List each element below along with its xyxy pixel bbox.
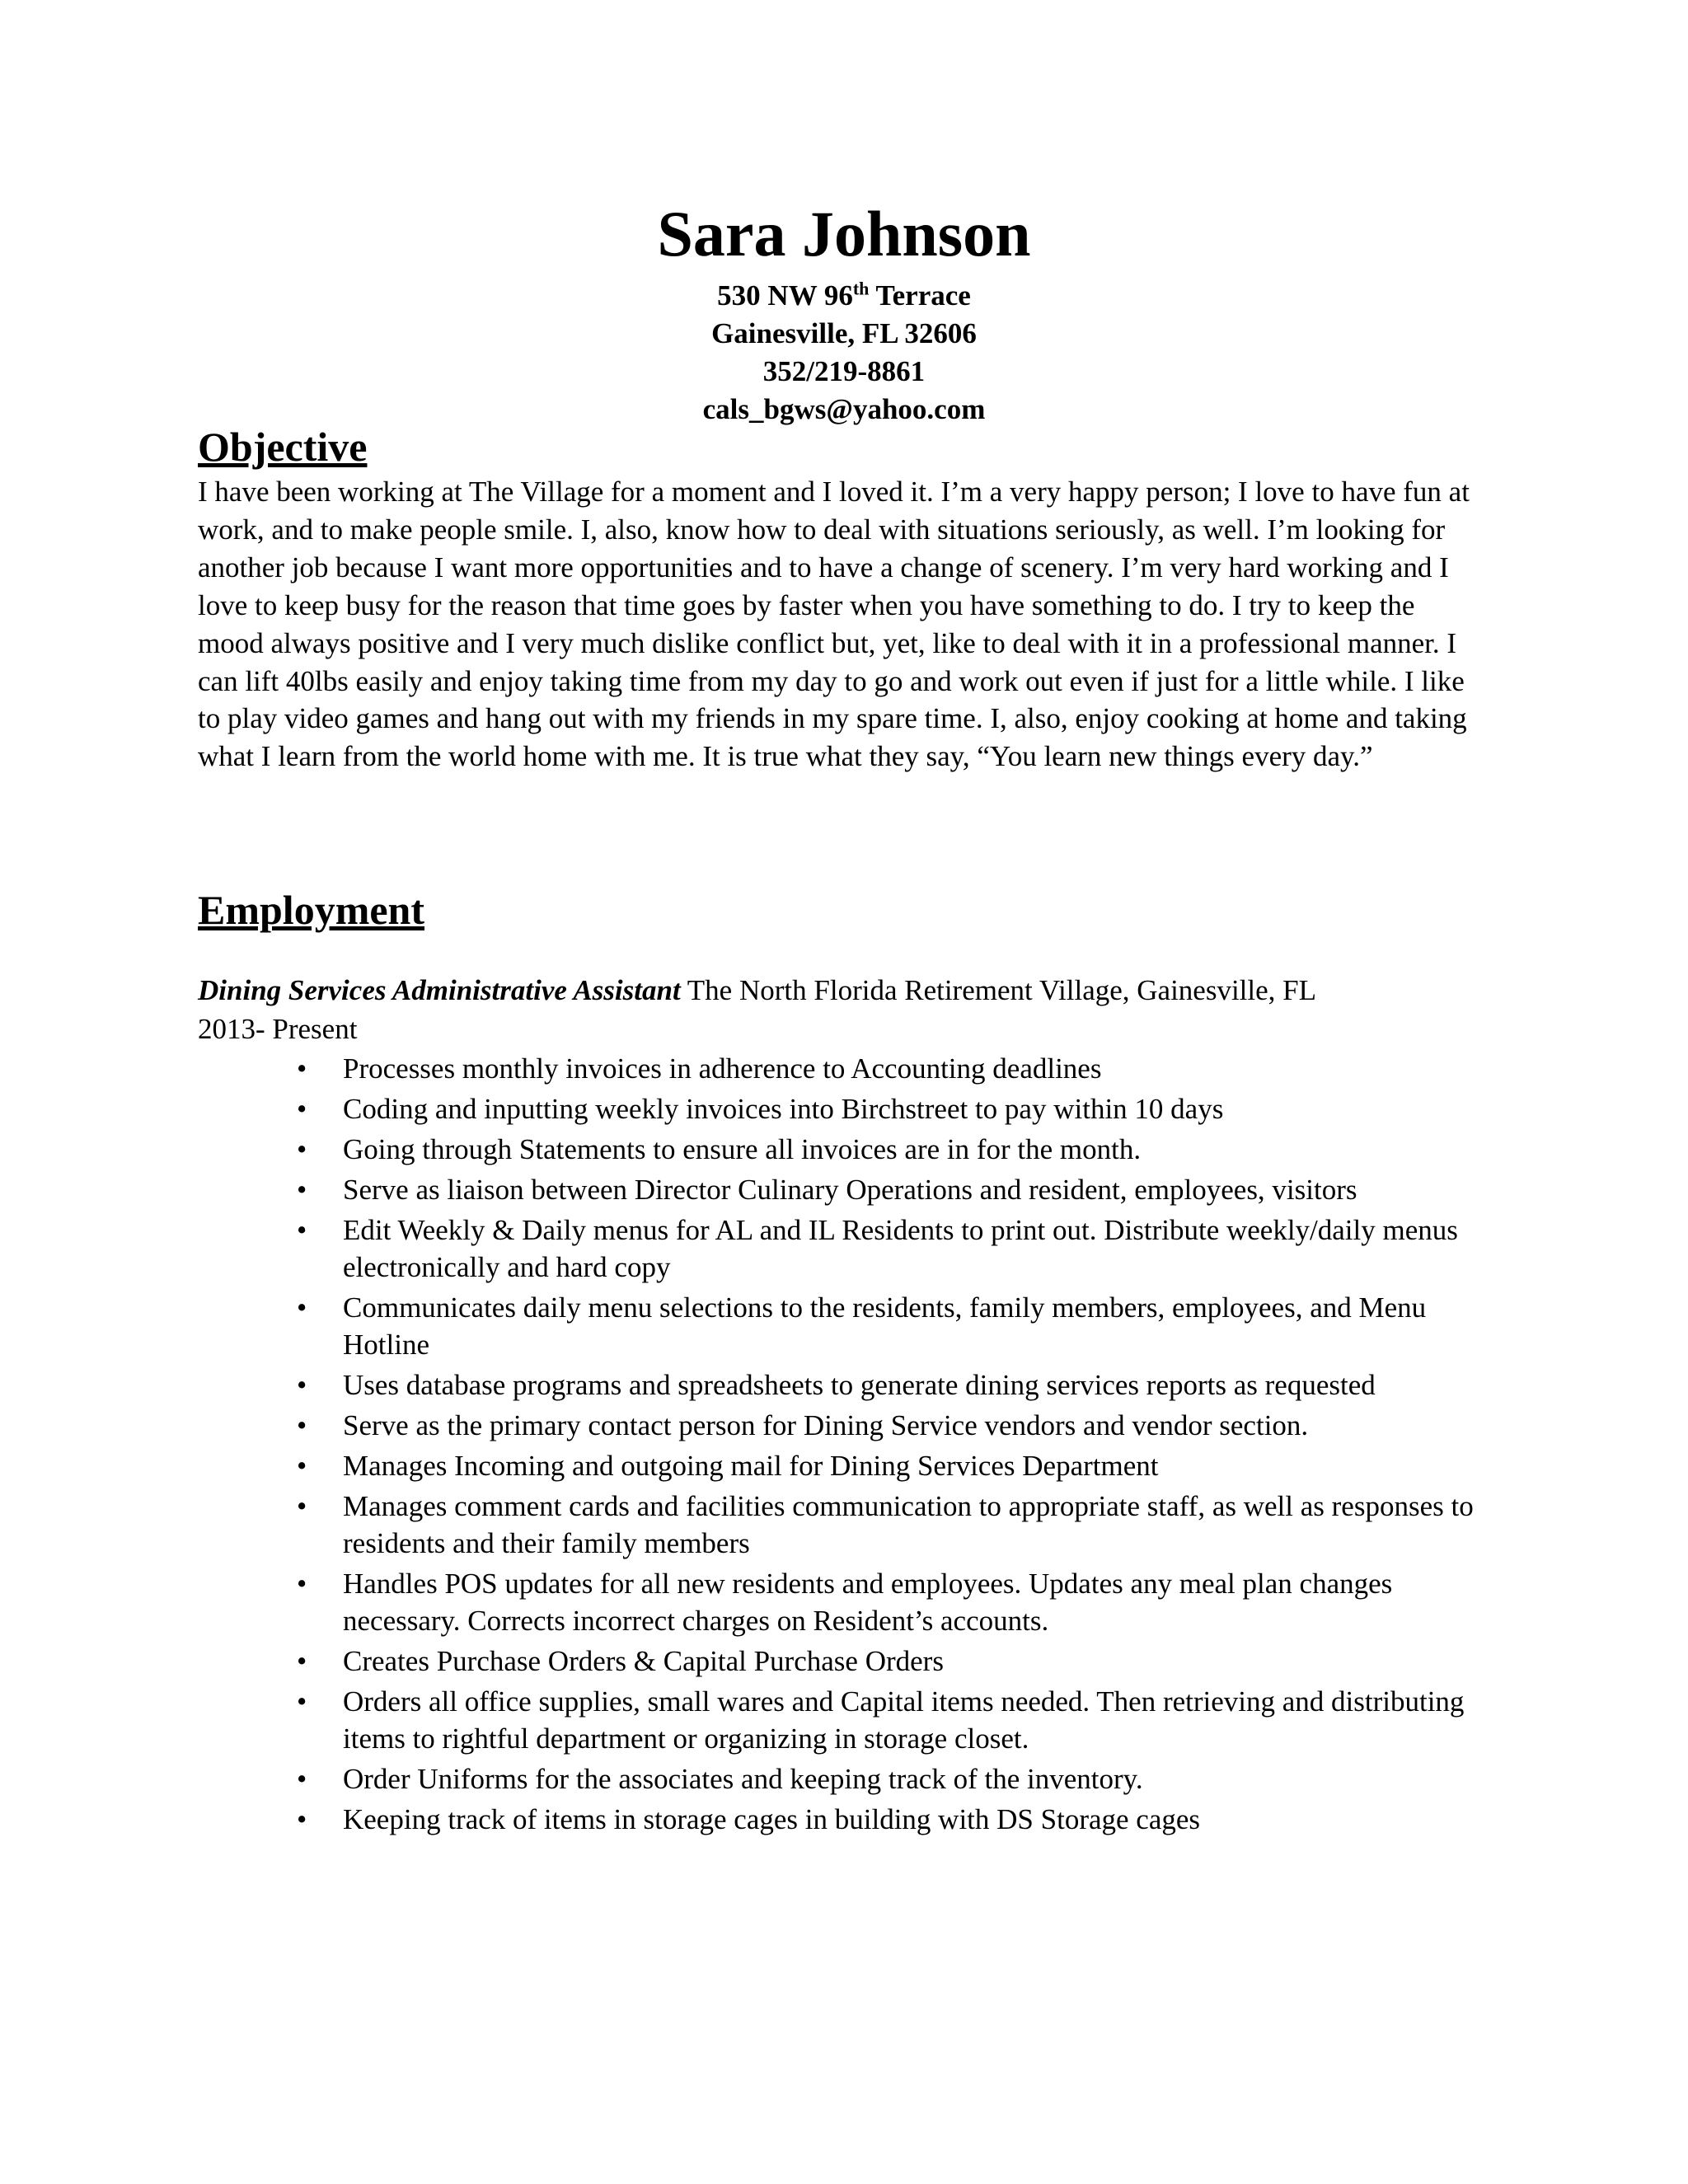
bullet-icon: •: [297, 1291, 307, 1324]
job-entry-header: [198, 971, 1484, 1048]
bullet-icon: •: [297, 1214, 307, 1246]
job-title: Dining Services Administrative Assistant: [198, 974, 681, 1006]
job-duty-text: Creates Purchase Orders & Capital Purchase Orders: [343, 1645, 944, 1677]
bullet-icon: •: [297, 1093, 307, 1125]
job-duty-text: Going through Statements to ensure all invoices are in for the month.: [343, 1133, 1142, 1165]
job-duty-text: Handles POS updates for all new residents and employees. Updates any meal plan changes necessary. Corrects incorrect charges on Resident’s accounts.: [343, 1568, 1393, 1637]
phone-number: 352/219-8861: [762, 355, 926, 387]
job-duty-item: [198, 1407, 1492, 1444]
bullet-icon: •: [297, 1409, 307, 1441]
job-duty-text: Keeping track of items in storage cages in building with DS Storage cages: [343, 1803, 1201, 1835]
address-street-number: 530 NW 96: [717, 279, 853, 312]
job-employer: The North Florida Retirement Village, Gainesville, FL: [680, 974, 1317, 1006]
job-duty-text: Orders all office supplies, small wares and Capital items needed. Then retrieving and distributing items to rightful department or organizing in storage closet.: [343, 1685, 1465, 1755]
bullet-icon: •: [297, 1763, 307, 1795]
job-duty-text: Manages comment cards and facilities communication to appropriate staff, as well as responses to residents and their family members: [343, 1490, 1474, 1559]
job-duty-text: Uses database programs and spreadsheets to generate dining services reports as requested: [343, 1369, 1376, 1401]
job-duty-item: [198, 1212, 1492, 1286]
employment-heading: Employment: [198, 887, 424, 933]
bullet-icon: •: [297, 1052, 307, 1085]
job-duty-text: Coding and inputting weekly invoices into Birchstreet to pay within 10 days: [343, 1093, 1224, 1125]
bullet-icon: •: [297, 1450, 307, 1482]
bullet-icon: •: [297, 1645, 307, 1677]
job-duty-text: Processes monthly invoices in adherence to Accounting deadlines: [343, 1052, 1102, 1085]
job-duty-text: Serve as liaison between Director Culinary Operations and resident, employees, visitors: [343, 1174, 1357, 1206]
job-duty-item: [198, 1760, 1492, 1797]
email-address: cals_bgws@yahoo.com: [702, 393, 986, 425]
address-street: [0, 277, 1688, 315]
job-duty-text: Serve as the primary contact person for Dining Service vendors and vendor section.: [343, 1409, 1309, 1441]
job-duty-item: [198, 1090, 1492, 1127]
address-street-rest: Terrace: [869, 279, 971, 312]
objective-paragraph: I have been working at The Village for a moment and I loved it. I’m a very happy person; I love to have fun at work, and to make people smile. I, also, know how to deal with situations seriously, as well. I’m looking for another job because I want more opportunities and to have a change of scenery. I’m very hard working and I love to keep busy for the reason that time goes by faster when you have something to do. I try to keep the mood always positive and I very much dislike conflict but, yet, like to deal with it in a professional manner. I can lift 40lbs easily and enjoy taking time from my day to go and work out even if just for a little while. I like to play video games and hang out with my friends in my spare time. I, also, enjoy cooking at home and taking what I learn from the world home with me. It is true what they say, “You learn new things every day.”: [198, 476, 1470, 773]
applicant-name: Sara Johnson: [657, 198, 1031, 269]
job-duty-item: [198, 1643, 1492, 1680]
job-dates: 2013- Present: [198, 1013, 358, 1045]
job-duty-text: Communicates daily menu selections to the residents, family members, employees, and Menu Hotline: [343, 1291, 1427, 1361]
bullet-icon: •: [297, 1685, 307, 1718]
job-duty-item: [198, 1171, 1492, 1208]
job-duty-item: [198, 1488, 1492, 1562]
job-duty-item: [198, 1131, 1492, 1168]
objective-heading: Objective: [198, 424, 368, 470]
bullet-icon: •: [297, 1174, 307, 1206]
job-duty-item: [198, 1447, 1492, 1484]
job-duty-item: [198, 1565, 1492, 1639]
job-duties-list: [198, 1050, 1492, 1841]
job-duty-item: [198, 1683, 1492, 1757]
bullet-icon: •: [297, 1369, 307, 1401]
job-duty-text: Order Uniforms for the associates and keeping track of the inventory.: [343, 1763, 1143, 1795]
bullet-icon: •: [297, 1568, 307, 1600]
job-duty-item: [198, 1289, 1492, 1363]
job-duty-item: [198, 1366, 1492, 1404]
job-duty-item: [198, 1801, 1492, 1838]
job-duty-item: [198, 1050, 1492, 1087]
address-city: Gainesville, FL 32606: [711, 317, 977, 349]
address-ordinal-suffix: th: [852, 278, 870, 299]
job-duty-text: Edit Weekly & Daily menus for AL and IL Residents to print out. Distribute weekly/daily menus electronically and hard copy: [343, 1214, 1458, 1283]
bullet-icon: •: [297, 1133, 307, 1165]
bullet-icon: •: [297, 1803, 307, 1835]
job-duty-text: Manages Incoming and outgoing mail for Dining Services Department: [343, 1450, 1159, 1482]
resume-header: [0, 191, 1688, 429]
bullet-icon: •: [297, 1490, 307, 1522]
